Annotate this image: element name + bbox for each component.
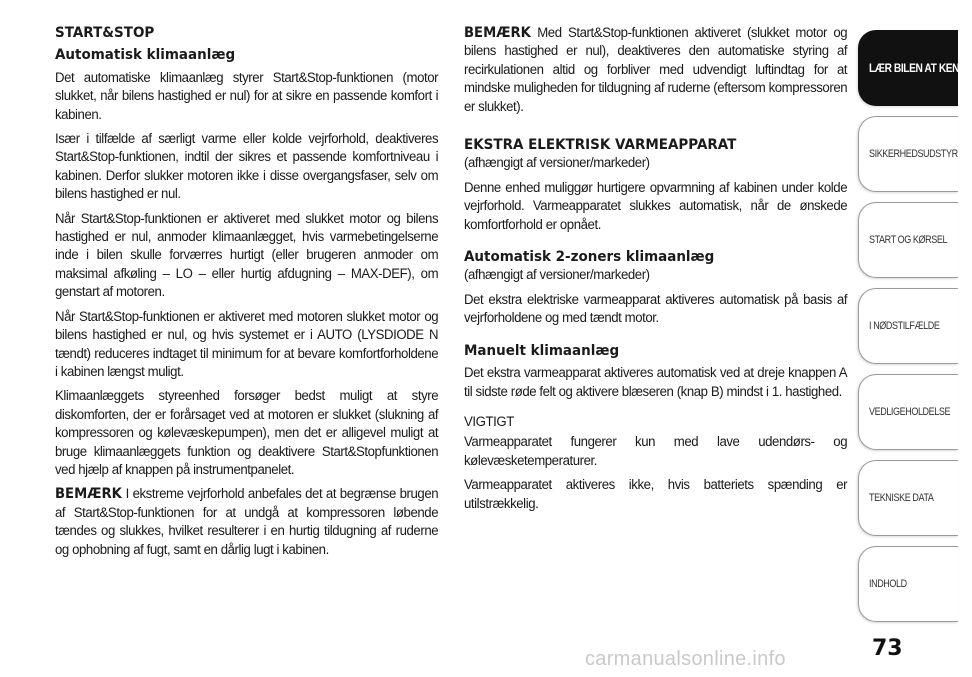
heading-extra-heater: EKSTRA ELEKTRISK VARMEAPPARAT — [464, 137, 737, 154]
heading-manual: Manuelt klimaanlæg — [464, 342, 620, 359]
tab-vedligeholdelse[interactable]: VEDLIGEHOLDELSE — [858, 374, 958, 450]
page-number: 73 — [872, 636, 903, 661]
tab-start-og-korsel[interactable]: START OG KØRSEL — [858, 202, 958, 278]
paragraph: Især i tilfælde af særligt varme eller kolde vejrforhold, deaktiveres Start&Stop-funktionen, indtil der sikres et passende komfortniveau i kabinen. Derfor slukker motoren ikke i disse overgangsfaser, selv om bilens hastighed er nul. — [55, 131, 439, 203]
tab-tekniske-data[interactable]: TEKNISKE DATA — [858, 460, 958, 536]
paragraph: Det ekstra varmeapparat aktiveres automatisk ved at dreje knappen A til sidste røde felt og aktivere blæseren (knap B) mindst i 1. hastighed. — [464, 365, 848, 400]
tab-nodstilfaelde[interactable]: I NØDSTILFÆLDE — [858, 288, 958, 364]
tab-sikkerhedsudstyr[interactable]: SIKKERHEDSUDSTYR — [858, 116, 958, 192]
subheading: (afhængigt af versioner/markeder) — [464, 267, 650, 284]
right-column — [464, 24, 847, 519]
note-label: BEMÆRK — [464, 25, 531, 41]
paragraph: Denne enhed muliggør hurtigere opvarmning af kabinen under kolde vejrforhold. Varmeapparatet slukkes automatisk, når de ønskede komfortforhold er opnået. — [464, 179, 848, 233]
paragraph: Når Start&Stop-funktionen er aktiveret med motoren slukket motor og bilens hastighed er nul, og hvis systemet er i AUTO (LYSDIODE N tændt) reduceres indtaget til minimum for at bevare komfortforholdene i kabinen længst muligt. — [55, 308, 439, 380]
paragraph: Klimaanlæggets styreenhed forsøger bedst muligt at styre diskomforten, der er forårsaget ved at motoren er slukket (slukning af kompressoren og kølevæskepumpen), men det er alligevel muligt at bruge klimaanlæggets funktion og deaktivere Start&Stopfunktionen ved hjælp af knappen på instrumentpanelet. — [55, 388, 439, 478]
left-column — [55, 24, 438, 565]
note-text: Med Start&Stop-funktionen aktiveret (slukket motor og bilens hastighed er nul), deaktiveres den automatiske styring af recirkulationen altid og forbliver med udvendigt luftindtag for at mindske muligheden for tildugning af ruderne (eftersom kompressoren er slukket). — [464, 25, 848, 115]
watermark: carmanualsonline.info — [585, 648, 786, 670]
note-paragraph — [464, 24, 847, 116]
paragraph: Når Start&Stop-funktionen er aktiveret med slukket motor og bilens hastighed er nul, anmoder klimaanlægget, hvis varmebetingelserne inde i bilen skulle forværres hurtigt (eller brugeren anmoder om maksimal afkøling – LO – eller hurtig afdugning – MAX-DEF), om genstart af motoren. — [55, 210, 439, 301]
tab-laer-bilen[interactable]: LÆR BILEN AT KENDE — [858, 30, 958, 106]
paragraph: Varmeapparatet fungerer kun med lave udendørs- og kølevæsketemperaturer. — [464, 434, 848, 469]
note-label: BEMÆRK — [55, 486, 122, 503]
warning-label: VIGTIGT — [464, 413, 514, 430]
paragraph: Varmeapparatet aktiveres ikke, hvis batteriets spænding er utilstrækkelig. — [464, 477, 848, 512]
heading-2zone: Automatisk 2-zoners klimaanlæg — [464, 249, 715, 266]
section-title: START&STOP — [55, 25, 155, 41]
paragraph: Det automatiske klimaanlæg styrer Start&Stop-funktionen (motor slukket, når bilens hastighed er nul) for at sikre en passende komfort i kabinen. — [55, 69, 439, 123]
subheading: (afhængigt af versioner/markeder) — [464, 155, 650, 172]
note-text: I ekstreme vejrforhold anbefales det at begrænse brugen af Start&Stop-funktionen for at undgå at kompressoren løbende tændes og slukkes, hvilket resulterer i en hurtig tildugning af ruderne og ophobning af fugt, samt en dårlig lugt i kabinen. — [55, 486, 439, 558]
note-paragraph — [55, 485, 438, 559]
tab-indhold[interactable]: INDHOLD — [858, 546, 958, 622]
paragraph: Det ekstra elektriske varmeapparat aktiveres automatisk på basis af vejrforholdene og med tændt motor. — [464, 291, 848, 327]
heading-auto-climate: Automatisk klimaanlæg — [55, 47, 236, 64]
